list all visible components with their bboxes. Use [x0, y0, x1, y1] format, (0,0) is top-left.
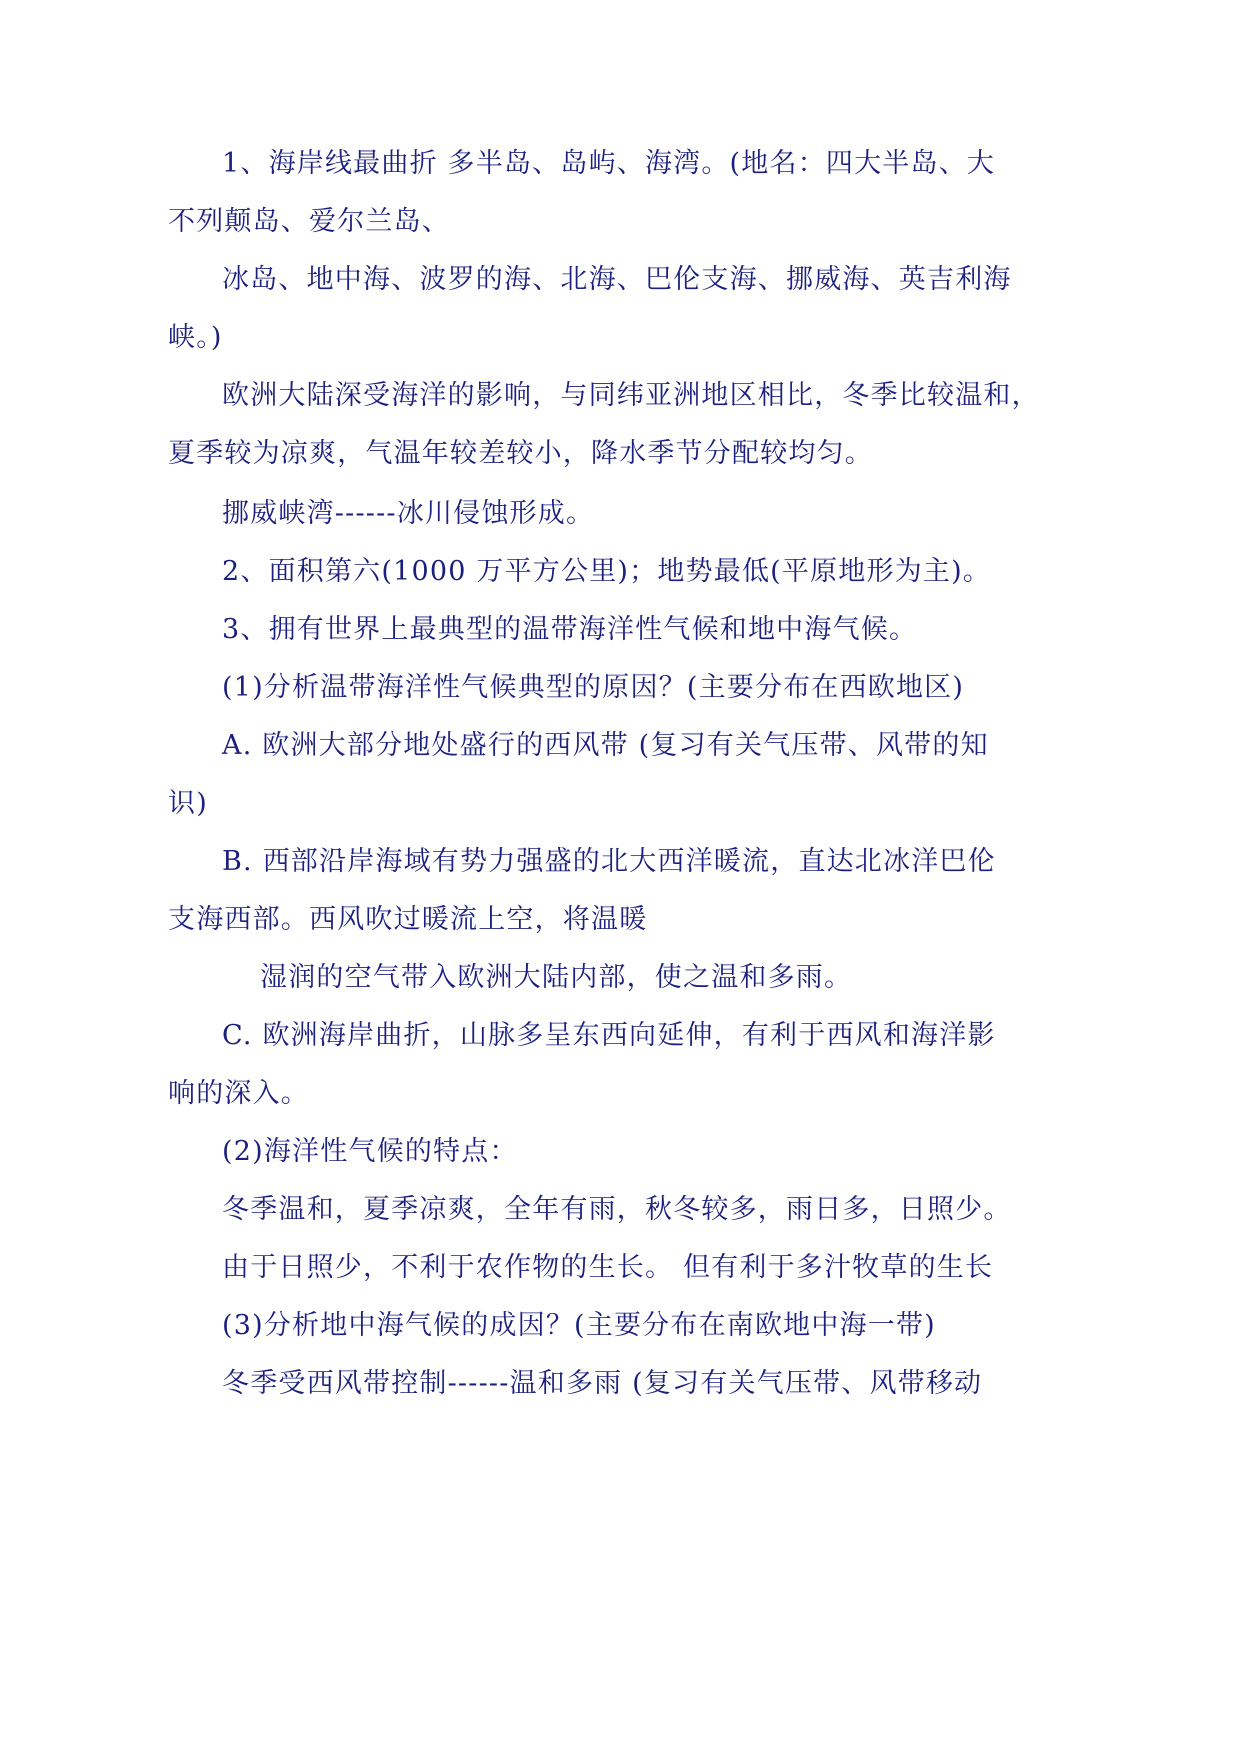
- text-line-6: 夏季较为凉爽，气温年较差较小，降水季节分配较均匀。: [168, 438, 873, 469]
- text-line-9: 3、拥有世界上最典型的温带海洋性气候和地中海气候。: [222, 614, 918, 645]
- text-line-14: 支海西部。西风吹过暖流上空，将温暖: [168, 904, 648, 935]
- text-line-12: 识): [168, 788, 208, 819]
- text-line-22: 冬季受西风带控制------温和多雨 (复习有关气压带、风带移动: [222, 1368, 983, 1399]
- text-line-4: 峡。): [168, 322, 223, 353]
- text-line-5: 欧洲大陆深受海洋的影响，与同纬亚洲地区相比，冬季比较温和，: [222, 380, 1040, 411]
- text-line-15: 湿润的空气带入欧洲大陆内部，使之温和多雨。: [260, 962, 853, 993]
- text-line-3: 冰岛、地中海、波罗的海、北海、巴伦支海、挪威海、英吉利海: [222, 264, 1012, 295]
- text-line-1: 1、海岸线最曲折 多半岛、岛屿、海湾。(地名：四大半岛、大: [222, 148, 996, 179]
- text-line-17: 响的深入。: [168, 1078, 309, 1109]
- text-line-11: A. 欧洲大部分地处盛行的西风带 (复习有关气压带、风带的知: [222, 730, 989, 761]
- text-line-2: 不列颠岛、爱尔兰岛、: [168, 206, 450, 237]
- text-line-20: 由于日照少，不利于农作物的生长。 但有利于多汁牧草的生长: [222, 1252, 994, 1283]
- text-line-18: (2)海洋性气候的特点：: [222, 1136, 518, 1167]
- text-line-7: 挪威峡湾------冰川侵蚀形成。: [222, 498, 595, 529]
- text-line-19: 冬季温和，夏季凉爽，全年有雨，秋冬较多，雨日多，日照少。: [222, 1194, 1012, 1225]
- text-line-13: B. 西部沿岸海域有势力强盛的北大西洋暖流，直达北冰洋巴伦: [222, 846, 996, 877]
- text-line-21: (3)分析地中海气候的成因？(主要分布在南欧地中海一带): [222, 1310, 936, 1341]
- text-line-10: (1)分析温带海洋性气候典型的原因？(主要分布在西欧地区): [222, 672, 965, 703]
- text-line-8: 2、面积第六(1000 万平方公里)；地势最低(平原地形为主)。: [222, 556, 992, 587]
- text-line-16: C. 欧洲海岸曲折，山脉多呈东西向延伸，有利于西风和海洋影: [222, 1020, 996, 1051]
